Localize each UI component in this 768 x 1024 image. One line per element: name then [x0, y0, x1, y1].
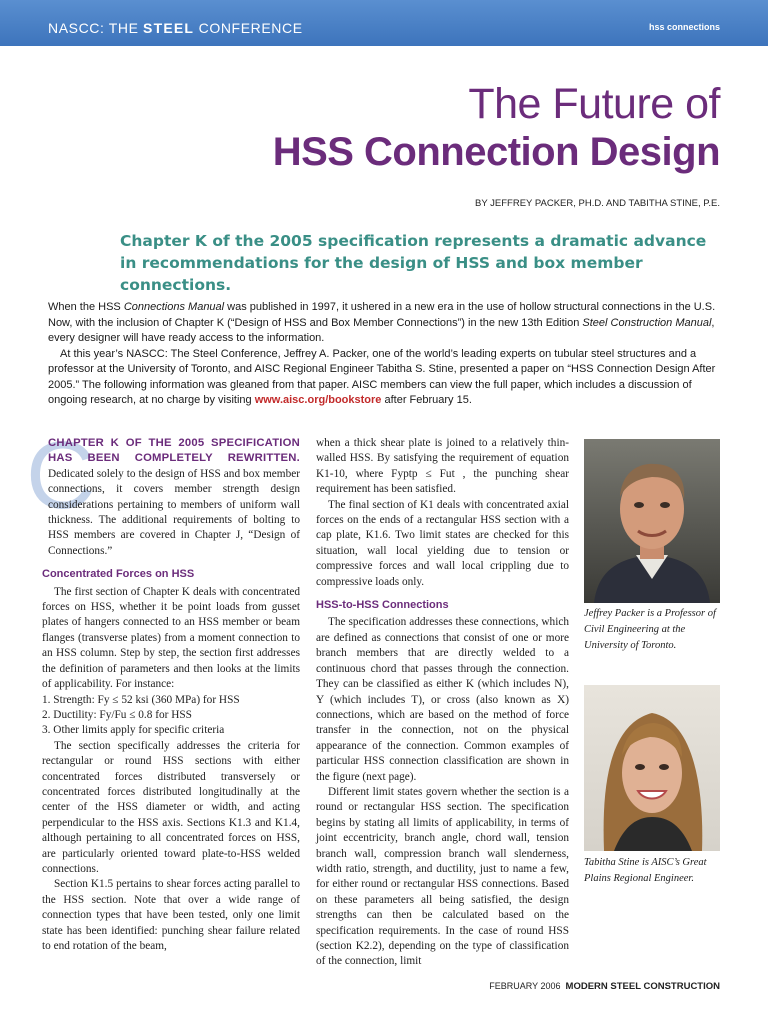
intro-text: after February 15. — [381, 394, 472, 406]
photo-tabitha-stine — [584, 685, 720, 851]
intro-text: At this year’s NASCC: The Steel Conference, Jeffrey A. Packer, one of the world’s leading experts on tubular steel structures and a professor at the University of Toronto, and AISC Regional Engineer Tabitha S. Stine, presented a paper on “HSS Connection Design After 2005.” The following information was gleaned from that paper. AISC members can view the full paper, which includes a discussion of ongoing research, at no charge by visiting — [48, 347, 716, 406]
column-2 — [316, 436, 569, 970]
column-2-paragraph: Different limit states govern whether the section is a round or rectangular HSS section. The specification begins by stating all limits of applicability, in terms of joint eccentricity, branch angle, chord wall, tension branch wall, compression branch wall slenderness, width ratio, strength, and ductility, just to name a few, for either round or rectangular HSS connections. Based on these parameters all being satisfied, the design strengths can then be calculated based on the specification requirements. In the case of round HSS (section K2.2), depending on the type of classification of the connection, limit — [316, 785, 569, 968]
intro-text: When the HSS — [48, 301, 124, 313]
byline: BY JEFFREY PACKER, PH.D. AND TABITHA STINE, P.E. — [475, 198, 720, 209]
lead-in: CHAPTER K OF THE 2005 SPECIFICATION HAS BEEN COMPLETELY REWRITTEN. — [48, 437, 300, 465]
column-1-paragraph — [42, 436, 300, 559]
column-1-paragraph: Section K1.5 pertains to shear forces acting parallel to the HSS section. Note that over a wide range of connection types that have been tested, only one limit state has been identified: punching shear failure related to end rotation of the beam, — [42, 878, 300, 952]
conference-suffix: CONFERENCE — [194, 20, 303, 36]
intro-text: , every designer will have ready access to the information. — [48, 316, 715, 344]
column-2-paragraph: when a thick shear plate is joined to a relatively thin-walled HSS. By satisfying the requirement of equation K1-10, where Fyptp ≤ Fut , the punching shear requirement has been satisfied. — [316, 437, 569, 496]
magazine-name: MODERN STEEL CONSTRUCTION — [565, 981, 720, 992]
intro-text: was published in 1997, it ushered in a new era in the use of hollow structural connections in the U.S. Now, with the inclusion of Chapter K (“Design of HSS and Box Member Connections”) in the new 13th Edition — [48, 301, 716, 329]
intro — [48, 300, 724, 409]
column-2-paragraph: The specification addresses these connections, which are defined as connections that consist of one or more branch members that are directly welded to a continuous chord that passes through the connection. They can be classified as either K (which includes N), Y (which includes T), or cross (also known as X) connections, which are based on the method of force transfer in the connection, not on the physical appearance of the connection. Common examples of particular HSS connection classification are shown in the figure (next page). — [316, 616, 569, 783]
header-bar — [0, 0, 768, 46]
caption-stine: Tabitha Stine is AISC’s Great Plains Regional Engineer. — [584, 857, 707, 884]
list-item: 2. Ductility: Fy/Fu ≤ 0.8 for HSS — [42, 708, 192, 721]
section-heading: HSS-to-HSS Connections — [316, 599, 449, 612]
section-label: hss connections — [648, 22, 720, 32]
column-1 — [42, 436, 300, 954]
list-item: 3. Other limits apply for specific criteria — [42, 724, 225, 737]
conference-prefix: NASCC: THE — [48, 20, 144, 36]
intro-paragraph-2 — [48, 347, 724, 409]
issue-date: FEBRUARY 2006 — [489, 981, 561, 991]
column-2-paragraph: The final section of K1 deals with concentrated axial forces on the ends of a rectangular HSS section with a cap plate, K1.6. Two limit states are checked for this situation, wall local yielding due to tension or compressive forces and wall local crippling due to compressive loads only. — [316, 498, 569, 588]
criteria-list — [42, 693, 300, 739]
deck: Chapter K of the 2005 specification represents a dramatic advance in recommendations for the design of HSS and box member connections. — [120, 232, 707, 294]
column-1-paragraph: The first section of Chapter K deals with concentrated forces on HSS, whether it be point loads from gusset plates of hangers connected to an HSS member or beam flanges (transverse plates) from a moment connection to an HSS column. Step by step, the section first addresses the definition of parameters and then looks at the limits of applicability. For instance: — [42, 585, 300, 691]
intro-emphasis: Steel Construction Manual — [582, 316, 712, 329]
title-line-2: HSS Connection Design — [272, 130, 720, 174]
bookstore-link[interactable]: www.aisc.org/bookstore — [254, 394, 382, 406]
section-heading: Concentrated Forces on HSS — [42, 568, 195, 581]
paragraph-text: Dedicated solely to the design of HSS and box member connections, it covers member strength design considerations pertaining to members of uniform wall thickness. The additional requirements of bolting to HSS members are covered in Chapter J, “Design of Connections.” — [48, 467, 300, 557]
conference-label — [48, 20, 303, 36]
page-footer — [489, 981, 720, 992]
caption-packer: Jeffrey Packer is a Professor of Civil Engineering at the University of Toronto. — [584, 608, 716, 651]
column-1-paragraph: The section specifically addresses the criteria for rectangular or round HSS sections with either concentrated forces distributed transversely or concentrated forces distributed longitudinally at the center of the HSS diameter or width, and acting perpendicular to the HSS axis. Sections K1.3 and K1.4, although pertaining to all concentrated forces on HSS, are particularly oriented toward plate-to-HSS welded connections. — [42, 739, 300, 875]
list-item: 1. Strength: Fy ≤ 52 ksi (360 MPa) for HSS — [42, 693, 240, 706]
drop-cap: C — [26, 422, 96, 529]
title-line-1: The Future of — [468, 80, 720, 128]
intro-paragraph-1 — [48, 300, 724, 347]
conference-steel: STEEL — [143, 20, 195, 36]
intro-emphasis: Connections Manual — [123, 301, 225, 313]
photo-jeffrey-packer — [584, 439, 720, 603]
